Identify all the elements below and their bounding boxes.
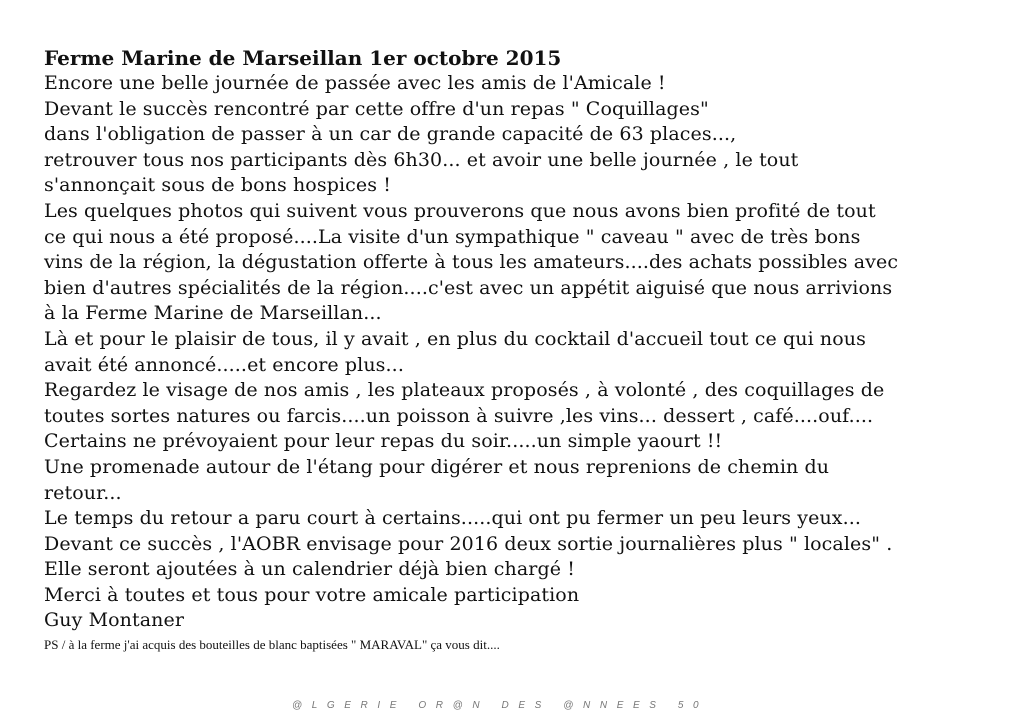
signature: Guy Montaner xyxy=(44,609,185,632)
body-line: s'annonçait sous de bons hospices ! xyxy=(44,174,391,197)
body-line: Les quelques photos qui suivent vous prouverons que nous avons bien profité de tout xyxy=(44,199,876,222)
body-line: Le temps du retour a paru court à certains.....qui ont pu fermer un peu leurs yeux... xyxy=(44,507,862,530)
body-line: Elle seront ajoutées à un calendrier déjà bien chargé ! xyxy=(44,558,575,581)
body-line: bien d'autres spécialités de la région....c'est avec un appétit aiguisé que nous arrivions xyxy=(44,276,893,299)
body-line: retrouver tous nos participants dès 6h30... et avoir une belle journée , le tout xyxy=(44,148,799,171)
body-line: Devant ce succès , l'AOBR envisage pour 2016 deux sortie journalières plus " locales" . xyxy=(44,532,893,555)
body-line: retour... xyxy=(44,481,122,504)
postscript: PS / à la ferme j'ai acquis des bouteilles de blanc baptisées " MARAVAL" ça vous dit.... xyxy=(44,637,500,653)
body-line: avait été annoncé.....et encore plus... xyxy=(44,353,404,376)
body-line: dans l'obligation de passer à un car de grande capacité de 63 places..., xyxy=(44,123,737,146)
body-line: Une promenade autour de l'étang pour digérer et nous reprenions de chemin du xyxy=(44,455,830,478)
document-page xyxy=(44,46,1004,654)
body-line: toutes sortes natures ou farcis....un poisson à suivre ,les vins... dessert , café....ouf.... xyxy=(44,404,874,427)
body-line: Merci à toutes et tous pour votre amicale participation xyxy=(44,583,580,606)
body-line: Certains ne prévoyaient pour leur repas du soir.....un simple yaourt !! xyxy=(44,430,723,453)
footer-watermark: @LGERIE OR@N DES @NNEES 50 xyxy=(292,700,709,711)
document-title: Ferme Marine de Marseillan 1er octobre 2015 xyxy=(44,46,562,70)
body-line: Devant le succès rencontré par cette offre d'un repas " Coquillages" xyxy=(44,97,709,120)
document-body xyxy=(44,71,1004,634)
body-line: vins de la région, la dégustation offerte à tous les amateurs....des achats possibles avec xyxy=(44,251,899,274)
body-line: Encore une belle journée de passée avec les amis de l'Amicale ! xyxy=(44,72,666,94)
body-line: Là et pour le plaisir de tous, il y avait , en plus du cocktail d'accueil tout ce qui nous xyxy=(44,327,866,350)
body-line: à la Ferme Marine de Marseillan... xyxy=(44,302,382,325)
body-line: ce qui nous a été proposé....La visite d'un sympathique " caveau " avec de très bons xyxy=(44,225,861,248)
body-line: Regardez le visage de nos amis , les plateaux proposés , à volonté , des coquillages de xyxy=(44,379,885,402)
